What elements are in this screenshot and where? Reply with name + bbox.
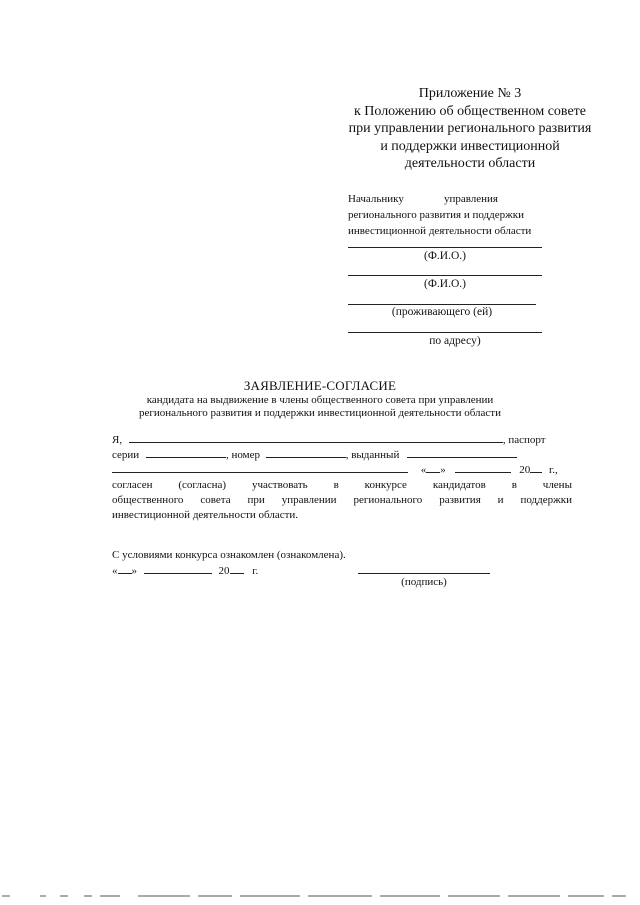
council-word: при [247,494,265,506]
addressee-line: инвестиционной деятельности области [348,225,532,237]
name-field[interactable] [129,433,503,443]
addressee-line [348,191,498,207]
document-title: ЗАЯВЛЕНИЕ-СОГЛАСИЕ [243,378,397,393]
consent-line [112,478,572,492]
council-word: общественного [112,494,184,506]
number-field[interactable] [266,448,346,458]
signature-line[interactable] [358,573,490,574]
council-word: управлении [281,494,337,506]
form-row-date [112,463,572,477]
residence-label: (проживающего (ей) [391,306,493,318]
consent-word: согласен [112,479,153,491]
form-row-passport [112,448,572,462]
quote-close: » [131,565,137,577]
fio-label-2: (Ф.И.О.) [424,278,466,290]
form-row-name [112,433,572,447]
document-subtitle-line: регионального развития и поддержки инвестиционной деятельности области [138,407,501,419]
council-line [112,493,572,507]
appendix-line: деятельности области [404,156,536,171]
quote-open: « [420,464,427,476]
consent-word: конкурсе [364,479,407,491]
day-field[interactable] [426,463,440,473]
signature-date-row [112,564,572,578]
number-label: , номер [225,449,260,461]
series-label: серии [112,449,140,461]
year-prefix: 20 [218,565,230,577]
consent-word: члены [542,479,572,491]
fio-label-1: (Ф.И.О.) [424,250,466,262]
addressee-word: управления [443,193,498,205]
appendix-header [320,85,620,173]
passport-label: , паспорт [502,434,546,446]
sign-day-field[interactable] [118,564,132,574]
residence-line[interactable] [348,304,536,305]
consent-word: в [511,479,517,491]
fio-line-2[interactable] [348,275,542,276]
council-word: поддержки [520,494,572,506]
sign-month-field[interactable] [144,564,212,574]
sign-year-field[interactable] [230,564,244,574]
conditions-line: С условиями конкурса ознакомлен (ознакомлена). [112,549,346,561]
year-prefix: 20 [519,464,531,476]
address-line[interactable] [348,332,542,333]
month-field[interactable] [455,463,511,473]
appendix-number: Приложение № 3 [418,86,522,101]
quote-open: « [112,565,118,577]
appendix-line: при управлении регионального развития [348,121,592,136]
council-word: развития [439,494,481,506]
year-suffix: г. [252,565,259,577]
year-suffix: г., [549,464,558,476]
council-line-end: инвестиционной деятельности области. [112,509,299,521]
addressee-word: Начальнику [348,193,404,205]
appendix-line: и поддержки инвестиционной [380,138,560,154]
issued-by-field[interactable] [407,448,517,458]
scan-edge-artifact [0,893,640,899]
addressee-block [348,191,531,239]
council-word: и [497,494,504,506]
quote-close: » [440,464,446,476]
fio-line-1[interactable] [348,247,542,248]
appendix-line: к Положению об общественном совете [353,103,587,119]
document-subtitle-line: кандидата на выдвижение в члены общественного совета при управлении [146,394,494,406]
council-word: регионального [353,494,423,506]
consent-word: (согласна) [178,479,227,491]
council-word: совета [200,494,231,506]
consent-word: участвовать [251,479,308,491]
year-field[interactable] [530,463,542,473]
addressee-line: регионального развития и поддержки [348,209,524,221]
issued-by-continued-field[interactable] [112,463,408,473]
signature-label: (подпись) [401,576,447,588]
series-field[interactable] [146,448,226,458]
consent-word: в [333,479,339,491]
issued-label: , выданный [345,449,400,461]
address-label: по адресу) [429,335,481,347]
consent-word: кандидатов [432,479,486,491]
ya-label: Я, [112,434,123,446]
